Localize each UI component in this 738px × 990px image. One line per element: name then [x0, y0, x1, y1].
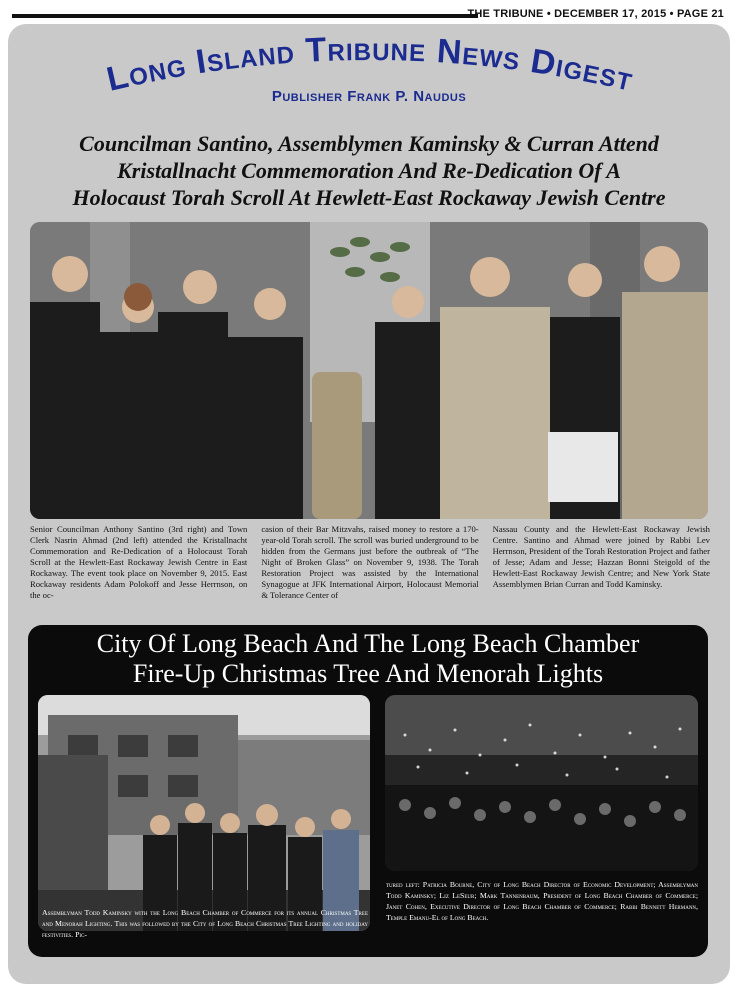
story2-caption-right: tured left: Patricia Bourne, City of Long Beach Director of Economic Development; Assemblyman Todd Kaminsky; Liz LeSeur; Mark Tannenbaum, President of Long Beach Chamber of Commerce; Janet Cohen, Executive Director of Long Beach Chamber of Commerce; Rabbi Bennett Hermann, Temple Emanu-El of Long Beach.: [386, 880, 698, 922]
story2-group-photo: [38, 695, 370, 931]
story1-group-photo: [30, 222, 708, 519]
story1-caption-column: Senior Councilman Anthony Santino (3rd right) and Town Clerk Nasrin Ahmad (2nd left) attended the Kristallnacht Commemoration and Re-Dedication of a Holocaust Torah Scroll at the Hewlett-East Rockaway Jewish Centre in East Rockaway. The event took place on November 9, 2015. East Rockaway residents Adam Polokoff and Jesse Herrnson, on the oc-: [30, 524, 248, 600]
story1-headline-line: Councilman Santino, Assemblymen Kaminsky & Curran Attend: [79, 131, 659, 156]
page-folio: THE TRIBUNE • DECEMBER 17, 2015 • PAGE 21: [467, 8, 724, 20]
story2-headline: [28, 629, 708, 689]
header-rule: [12, 14, 478, 18]
story1-caption: [30, 524, 710, 618]
masthead-publisher: Publisher Frank P. Naudus: [271, 88, 467, 105]
masthead-title: Long Island Tribune News Digest: [103, 30, 637, 99]
masthead: [0, 30, 738, 130]
story2-panel: [28, 625, 708, 957]
story1-headline-line: Kristallnacht Commemoration And Re-Dedication Of A: [117, 158, 621, 183]
masthead-title-art: [0, 30, 738, 130]
story1-caption-column: casion of their Bar Mitzvahs, raised money to restore a 170-year-old Torah scroll. The scroll was buried underground to be hidden from the Germans just before the outbreak of “The Night of Broken Glass” on November 9, 1938. The Torah Restoration Project was assisted by the International Synagogue at JFK International Airport, Holocaust Memorial & Tolerance Center of: [261, 524, 479, 600]
story1-headline-line: Holocaust Torah Scroll At Hewlett-East Rockaway Jewish Centre: [72, 185, 666, 210]
story2-caption-left: Assemblyman Todd Kaminsky with the Long Beach Chamber of Commerce for its annual Christmas Tree and Menorah Lighting. This was followed by the City of Long Beach Christmas Tree Lighting and holiday festivities. Pic-: [42, 908, 368, 939]
story1-caption-column: Nassau County and the Hewlett-East Rockaway Jewish Centre. Santino and Ahmad were joined by Rabbi Lev Herrnson, President of the Torah Restoration Project and father of Jesse; Adam and Jesse; Hazzan Bonni Steigold of the Hewlett-East Rockaway Jewish Centre; and New York State Assemblymen Brian Curran and Todd Kaminsky.: [492, 524, 710, 589]
story2-headline-line: Fire-Up Christmas Tree And Menorah Lights: [132, 659, 604, 688]
story1-headline: [20, 130, 718, 211]
story2-crowd-photo: [385, 695, 698, 871]
story2-headline-line: City Of Long Beach And The Long Beach Chamber: [96, 629, 640, 658]
